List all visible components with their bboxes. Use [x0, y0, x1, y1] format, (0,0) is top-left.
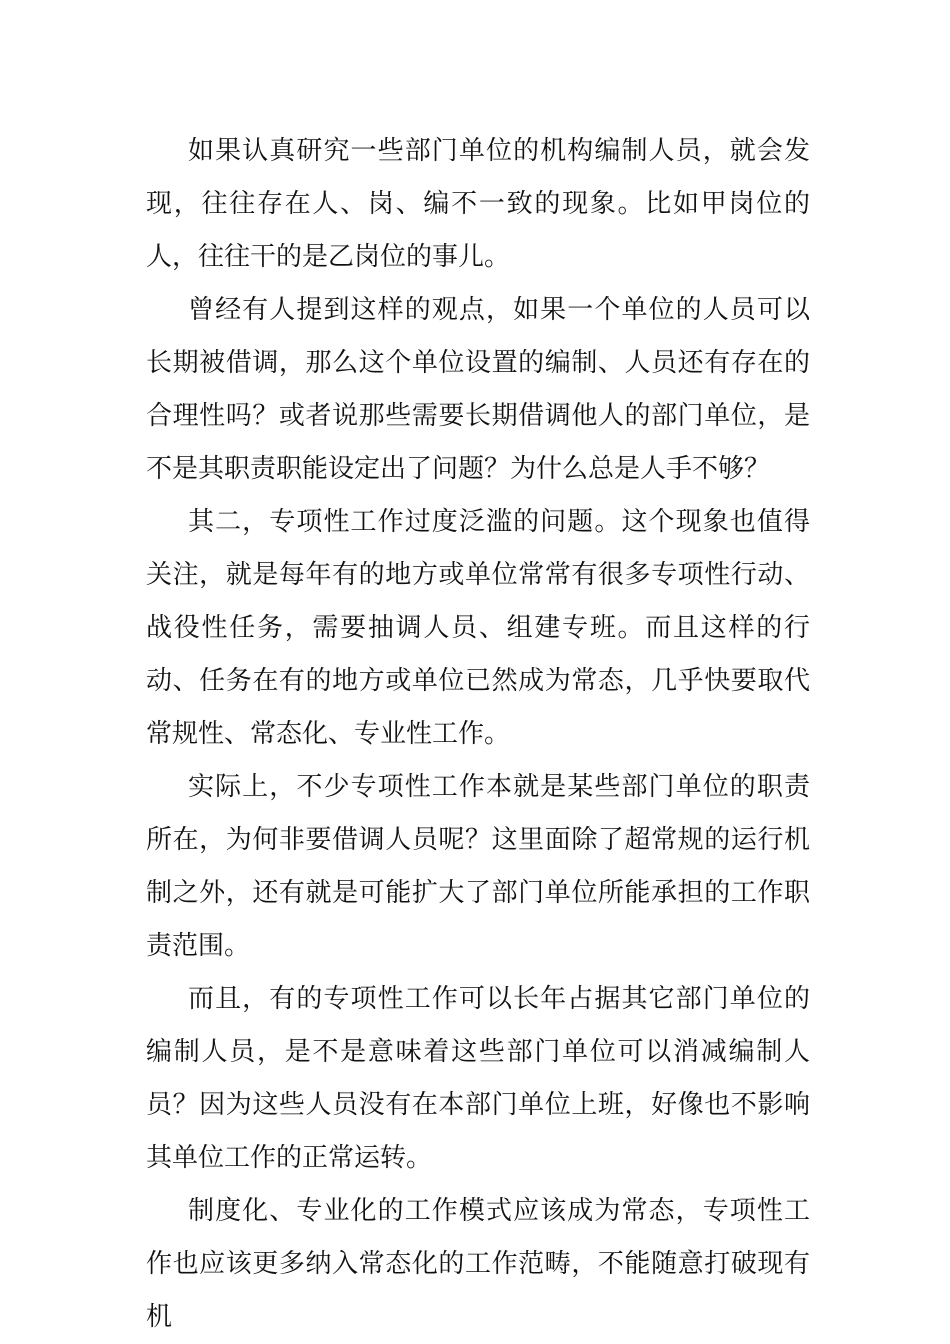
paragraph-2: 曾经有人提到这样的观点，如果一个单位的人员可以长期被借调，那么这个单位设置的编制、人员还有存在的合理性吗？或者说那些需要长期借调他人的部门单位，是不是其职责职能设定出了问题？为什么总是人手不够？: [146, 295, 810, 484]
paragraph-3: 其二，专项性工作过度泛滥的问题。这个现象也值得关注，就是每年有的地方或单位常常有很多专项性行动、战役性任务，需要抽调人员、组建专班。而且这样的行动、任务在有的地方或单位已然成为常态，几乎快要取代常规性、常态化、专业性工作。: [146, 507, 810, 749]
paragraph-1: 如果认真研究一些部门单位的机构编制人员，就会发现，往往存在人、岗、编不一致的现象。比如甲岗位的人，往往干的是乙岗位的事儿。: [146, 136, 810, 272]
paragraph-4: 实际上，不少专项性工作本就是某些部门单位的职责所在，为何非要借调人员呢？这里面除了超常规的运行机制之外，还有就是可能扩大了部门单位所能承担的工作职责范围。: [146, 772, 810, 961]
paragraph-6: 制度化、专业化的工作模式应该成为常态，专项性工作也应该更多纳入常态化的工作范畴，不能随意打破现有机: [146, 1196, 810, 1332]
document-body: [146, 125, 810, 1344]
paragraph-5: 而且，有的专项性工作可以长年占据其它部门单位的编制人员，是不是意味着这些部门单位可以消减编制人员？因为这些人员没有在本部门单位上班，好像也不影响其单位工作的正常运转。: [146, 984, 810, 1173]
